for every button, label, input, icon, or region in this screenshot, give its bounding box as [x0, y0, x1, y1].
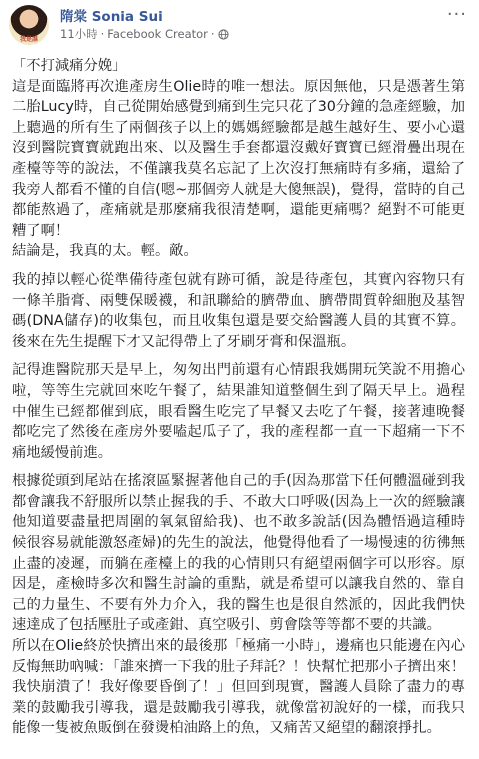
post-paragraph-3: 記得進醫院那天是早上，匆匆出門前還有心情跟我媽開玩笑說不用擔心啦，等等生完就回來吃午餐了，結果誰知道整個生到了隔天早上。過程中催生已經都催到底，眼看醫生吃完了早餐又去吃了午餐，接著連晚餐都吃完了然後在產房外要嗑起瓜子了，我的產程都一直一下超痛一下不痛地緩慢前進。 — [12, 362, 465, 461]
post-paragraph-2: 我的掉以輕心從準備待產包就有跡可循，說是待產包，其實內容物只有一條羊脂膏、兩雙保暖襪，和訊聯給的臍帶血、臍帶間質幹細胞及基智碼(DNA儲存)的收集包，而且收集包還是要交給醫護人員的其實不算。後來在先生提醒下才又記得帶上了牙刷牙膏和保溫瓶。 — [12, 271, 465, 350]
poster-name[interactable]: 隋棠 Sonia Sui — [60, 9, 163, 25]
post-header — [0, 0, 479, 50]
post-paragraph-1: 「不打減痛分娩」 這是面臨將再次進產房生Olie時的唯一想法。原因無他，只是憑著生第二胎Lucy時，自己從開始感覺到痛到生完只花了30分鐘的急產經驗，加上聽過的所有生了兩個孩子以上的媽媽經驗都是越生越好生、要小心還沒到醫院寶寶就跑出來、以及醫生手套都還沒戴好寶寶已經滑疊出現在產檯等等的說法，不僅讓我莫名忘記了上次沒打無痛時有多痛，還給了我旁人都看不懂的自信(嗯~那個旁人就是大傻無誤)，覺得，當時的自己都能熬過了，產痛就是那麼痛我很清楚啊，還能更痛嗎？絕對不可能更糟了啊！ 結論是，我真的太。輕。敵。 — [12, 58, 465, 260]
avatar[interactable] — [9, 5, 49, 45]
meta-separator: · — [100, 27, 105, 41]
post-source: Facebook Creator — [107, 27, 208, 41]
post-paragraph-4: 根據從頭到尾站在搖滾區緊握著他自己的手(因為那當下任何體溫碰到我都會讓我不舒服所以禁止握我的手、不敢大口呼吸(因為上一次的經驗讓他知道要盡量把周圍的氧氣留給我)、也不敢多說話(因為體悟過這種時候很容易就能激怒產婦)的先生的說法，他覺得他看了一場慢速的彷彿無止盡的凌遲，而躺在產檯上的我的心情則只有絕望兩個字可以形容。原因是，產檢時多次和醫生討論的重點，就是希望可以讓我自然的、靠自己的力量生、不要有外力介入，我的醫生也是很自然派的，因此我們快速達成了包括壓肚子或產鉗、真空吸引、剪會陰等等都不要的共識。 所以在Olie終於快擠出來的最後那「極痛一小時」，邊痛也只能邊在內心反悔無助吶喊：「誰來擠一下我的肚子拜託？！快幫忙把那小子擠出來！我快崩潰了！我好像要昏倒了！」但回到現實，醫護人員除了盡力的專業的鼓勵我引導我，還是鼓勵我引導我，就像當初說好的一樣，而我只能像一隻被魚販倒在發燙柏油路上的魚，又痛苦又絕望的翻滾掙扎。 — [12, 473, 465, 737]
post-meta — [60, 26, 229, 42]
meta-separator-2: · — [210, 27, 215, 41]
post-body — [0, 50, 479, 739]
avatar-caption: 我是誰 — [19, 36, 38, 43]
globe-icon[interactable] — [218, 29, 229, 40]
post-time[interactable]: 11小時 — [60, 27, 98, 41]
more-options-icon[interactable]: ··· — [446, 4, 467, 25]
